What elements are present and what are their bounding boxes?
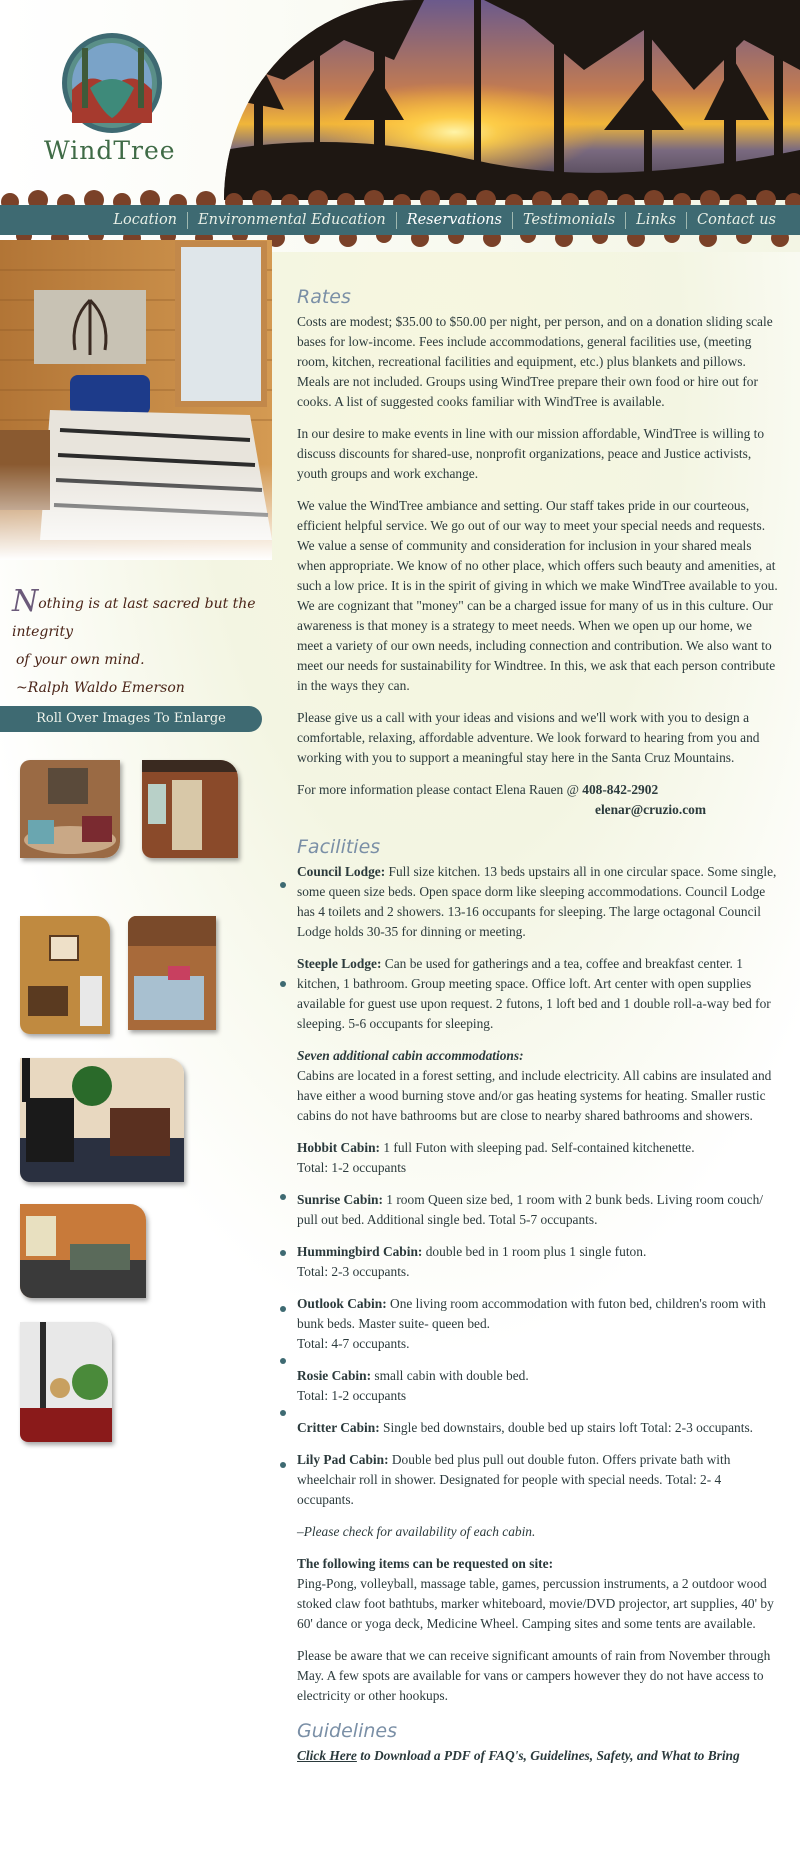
sunrise-cabin-text: 1 room Queen size bed, 1 room with 2 bunk beds. Living room couch/ pull out bed. Additional single bed. Total 5-7 occupants.	[297, 1192, 764, 1227]
thumb-living-room[interactable]	[20, 1204, 146, 1298]
outlook-cabin-total: Total: 4-7 occupants.	[297, 1336, 410, 1351]
nav-reservations[interactable]: Reservations	[396, 212, 512, 229]
items-text: Ping-Pong, volleyball, massage table, games, percussion instruments, a 2 outdoor wood stoked claw foot bathtubs, marker whiteboard, movie/DVD projector, art supplies, 40' by 60' dance or yoga deck, Medicine Wheel. Camping sites and some tents are available.	[297, 1576, 774, 1631]
facility-critter-cabin	[297, 1418, 779, 1438]
contact-prefix: For more information please contact Elena Rauen @	[297, 782, 583, 797]
contact-email-link[interactable]: elenar@cruzio.com	[595, 802, 706, 817]
cabins-text: Cabins are located in a forest setting, and include electricity. All cabins are insulated and have either a wood burning stove and/or gas heating systems for heating. Smaller rustic cabins do not have bathrooms but are close to nearby shared bathrooms and showers.	[297, 1068, 772, 1123]
critter-cabin-name: Critter Cabin:	[297, 1420, 380, 1435]
thumb-loft-bed[interactable]	[128, 916, 216, 1030]
bullet-icon	[280, 882, 286, 888]
main-nav	[103, 205, 786, 235]
council-lodge-name: Council Lodge:	[297, 864, 386, 879]
nav-links[interactable]: Links	[625, 212, 686, 229]
guidelines-download	[297, 1746, 779, 1766]
bullet-icon	[280, 1410, 286, 1416]
availability-note-text: –Please check for availability of each cabin.	[297, 1524, 536, 1539]
facility-lily-pad-cabin	[297, 1450, 779, 1510]
availability-note	[297, 1522, 779, 1542]
rosie-cabin-text: small cabin with double bed.	[371, 1368, 529, 1383]
download-pdf-text: to Download a PDF of FAQ's, Guidelines, Safety, and What to Bring	[356, 1748, 740, 1763]
download-pdf-link[interactable]: Click Here	[297, 1748, 357, 1763]
facility-steeple-lodge	[297, 954, 779, 1034]
hummingbird-cabin-text: double bed in 1 room plus 1 single futon.	[422, 1244, 647, 1259]
thumb-reading-nook[interactable]	[20, 916, 110, 1034]
rates-paragraph-4: Please give us a call with your ideas and visions and we'll work with you to design a comfortable, relaxing, affordable adventure. We look forward to hearing from you and working with you to support a meaningful stay here in the Santa Cruz Mountains.	[297, 710, 760, 765]
bullet-icon	[280, 1358, 286, 1364]
facility-hummingbird-cabin	[297, 1242, 779, 1282]
bullet-icon	[280, 1194, 286, 1200]
rates-heading: Rates	[297, 286, 351, 308]
lily-pad-cabin-name: Lily Pad Cabin:	[297, 1452, 389, 1467]
rain-notice: Please be aware that we can receive significant amounts of rain from November through May. A few spots are available for vans or campers however they do not have access to electricity or other hookups.	[297, 1648, 771, 1703]
guidelines-heading: Guidelines	[297, 1720, 397, 1742]
facility-cabins-intro	[297, 1046, 779, 1126]
thumb-wood-stove[interactable]	[20, 1058, 184, 1182]
critter-cabin-text: Single bed downstairs, double bed up stairs loft Total: 2-3 occupants.	[379, 1420, 754, 1435]
facility-sunrise-cabin	[297, 1190, 779, 1230]
emerson-quote	[12, 584, 262, 702]
hummingbird-cabin-total: Total: 2-3 occupants.	[297, 1264, 410, 1279]
facility-rosie-cabin	[297, 1366, 779, 1406]
items-heading: The following items can be requested on site:	[297, 1556, 554, 1571]
quote-author: ~Ralph Waldo Emerson	[16, 680, 185, 696]
nav-testimonials[interactable]: Testimonials	[512, 212, 625, 229]
lily-pad-cabin-text: Double bed plus pull out double futon. Offers private bath with wheelchair roll in shower. Designated for people with special needs. Total: 2- 4 occupants.	[297, 1452, 731, 1507]
bullet-icon	[280, 1306, 286, 1312]
thumb-window-plants[interactable]	[20, 1322, 112, 1442]
hobbit-cabin-total: Total: 1-2 occupants	[297, 1160, 407, 1175]
rates-paragraph-2: In our desire to make events in line with our mission affordable, WindTree is willing to discuss discounts for shared-use, nonprofit organizations, peace and Justice activists, youth groups and work exchange.	[297, 426, 765, 481]
quote-line-1: othing is at last sacred but the integrity	[12, 596, 256, 640]
nav-environmental-education[interactable]: Environmental Education	[187, 212, 396, 229]
facility-council-lodge	[297, 862, 779, 942]
bullet-icon	[280, 981, 286, 987]
quote-drop-cap: N	[12, 584, 39, 619]
outlook-cabin-name: Outlook Cabin:	[297, 1296, 387, 1311]
hobbit-cabin-name: Hobbit Cabin:	[297, 1140, 380, 1155]
contact-info	[297, 780, 779, 820]
brand-name: WindTree	[44, 136, 176, 165]
hobbit-cabin-text: 1 full Futon with sleeping pad. Self-contained kitchenette.	[379, 1140, 695, 1155]
bullet-icon	[280, 1462, 286, 1468]
steeple-lodge-text: Can be used for gatherings and a tea, coffee and breakfast center. 1 kitchen, 1 bathroom. Group meeting space. Office loft. Art center with open supplies available for guest use upon request. 2 futons, 1 loft bed and 1 double roll-a-way bed for sleeping. 5-6 occupants for sleeping.	[297, 956, 771, 1031]
rosie-cabin-total: Total: 1-2 occupants	[297, 1388, 407, 1403]
facility-outlook-cabin	[297, 1294, 779, 1354]
rates-paragraph-1: Costs are modest; $35.00 to $50.00 per night, per person, and on a donation sliding scale bases for low-income. Fees include accommodations, general facilities use, (meeting room, kitchen, recreational facilities and equipment, etc.) plus blankets and pillows. Meals are not included. Groups using WindTree prepare their own food or hire out for cooks. A list of suggested cooks familiar with WindTree is available.	[297, 314, 773, 409]
bedroom-photo	[0, 240, 272, 560]
bullet-icon	[280, 1250, 286, 1256]
thumb-doorway[interactable]	[142, 760, 238, 858]
cabins-heading: Seven additional cabin accommodations:	[297, 1048, 524, 1063]
contact-phone[interactable]: 408-842-2902	[582, 782, 659, 797]
rates-paragraph-3: We value the WindTree ambiance and setting. Our staff takes pride in our courteous, efficient helpful service. We go out of our way to meet your special needs and requests. We value a sense of community and consideration for inclusion in your shared meals when appropriate. We know of no other place, which offers such beauty and amenities, at such a low price. It is in the spirit of giving in which we make WindTree available to you. We are cognizant that "money" can be a charged issue for many of us in this culture. Our awareness is that money is a strategy to meet needs. When we open up our home, we meet a variety of our own needs, including connection and contribution. We also want to meet our needs for sustainability for Windtree. In this, we ask that each person contribute in the ways they can.	[297, 498, 778, 693]
outlook-cabin-text: One living room accommodation with futon bed, children's room with bunk beds. Master suite- queen bed.	[297, 1296, 766, 1331]
main-content	[297, 284, 779, 1766]
hummingbird-cabin-name: Hummingbird Cabin:	[297, 1244, 423, 1259]
thumb-council-lodge-interior[interactable]	[20, 760, 120, 858]
rosie-cabin-name: Rosie Cabin:	[297, 1368, 372, 1383]
steeple-lodge-name: Steeple Lodge:	[297, 956, 382, 971]
council-lodge-text: Full size kitchen. 13 beds upstairs all in one circular space. Some single, some queen size beds. Open space dorm like sleeping accommodations. Council Lodge has 4 toilets and 2 showers. 13-16 occupants for sleeping. The large octagonal Council Lodge holds 30-35 for dinning or meeting.	[297, 864, 777, 939]
quote-line-2: of your own mind.	[16, 652, 145, 668]
facility-hobbit-cabin	[297, 1138, 779, 1178]
nav-contact-us[interactable]: Contact us	[686, 212, 786, 229]
rollover-banner: Roll Over Images To Enlarge	[0, 706, 262, 732]
sunrise-cabin-name: Sunrise Cabin:	[297, 1192, 383, 1207]
requestable-items	[297, 1554, 779, 1634]
facilities-heading: Facilities	[297, 836, 381, 858]
nav-location[interactable]: Location	[113, 211, 178, 228]
